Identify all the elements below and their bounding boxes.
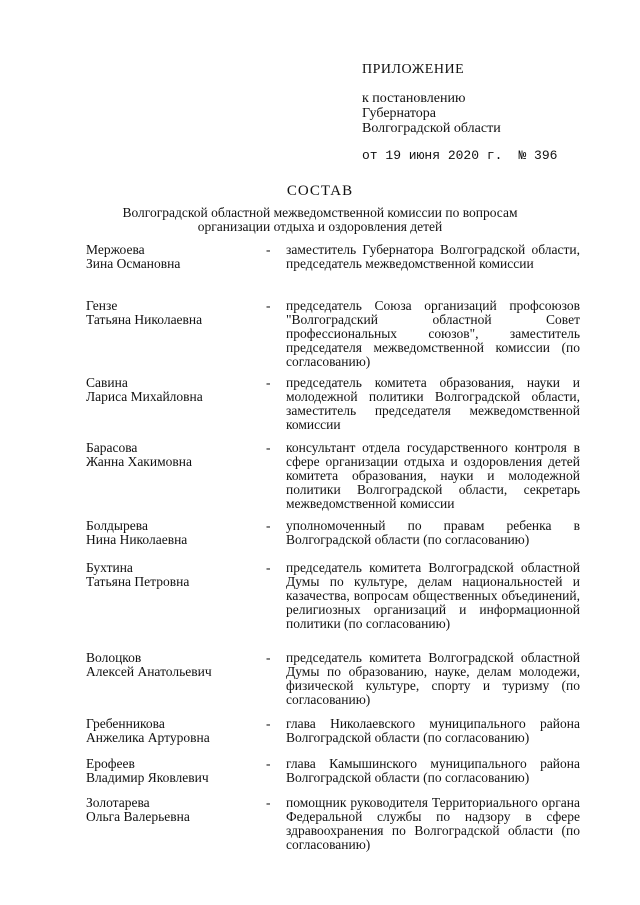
member-name xyxy=(86,243,256,271)
member-name xyxy=(86,376,256,404)
document-title: СОСТАВ xyxy=(286,183,354,199)
member-role: глава Камышинского муниципального района Волгоградской области (по согласованию) xyxy=(286,756,580,785)
member-role: помощник руководителя Территориального органа Федеральной службы по надзору в сфере здравоохранения по Волгоградской области (по согласованию) xyxy=(286,795,580,852)
document-subtitle: Волгоградской областной межведомственной комиссии по вопросам организации отдыха и оздоровления детей xyxy=(122,205,518,234)
member-surname: Савина xyxy=(86,375,128,390)
member-surname: Бухтина xyxy=(86,560,133,575)
member-dash: - xyxy=(266,756,271,771)
member-surname: Гребенникова xyxy=(86,716,165,731)
member-name xyxy=(86,561,256,589)
member-given-name: Владимир Яковлевич xyxy=(86,770,209,785)
ref-line: Волгоградской области xyxy=(362,121,501,136)
member-given-name: Татьяна Николаевна xyxy=(86,312,203,327)
member-given-name: Лариса Михайловна xyxy=(86,389,203,404)
member-role: консультант отдела государственного контроля в сфере организации отдыха и оздоровления детей комитета образования, науки и молодежной политики Волгоградской области, секретарь межведомственной комиссии xyxy=(286,440,580,511)
member-dash: - xyxy=(266,795,271,810)
member-role: уполномоченный по правам ребенка в Волгоградской области (по согласованию) xyxy=(286,518,580,547)
member-dash: - xyxy=(266,716,271,731)
member-role: председатель Союза организаций профсоюзов "Волгоградский областной Совет профессиональных союзов", заместитель председателя межведомственной комиссии (по согласованию) xyxy=(286,298,580,369)
decree-number: № 396 xyxy=(518,148,558,163)
member-dash: - xyxy=(266,650,271,665)
member-name xyxy=(86,796,256,824)
member-name xyxy=(86,717,256,745)
ref-line: Губернатора xyxy=(362,106,437,121)
member-given-name: Алексей Анатольевич xyxy=(86,664,212,679)
member-given-name: Анжелика Артуровна xyxy=(86,730,210,745)
member-surname: Барасова xyxy=(86,440,138,455)
member-dash: - xyxy=(266,560,271,575)
decree-date: от 19 июня 2020 г. xyxy=(362,148,503,163)
member-name xyxy=(86,299,256,327)
member-dash: - xyxy=(266,242,271,257)
date-line xyxy=(362,148,557,163)
member-role: председатель комитета Волгоградской областной Думы по культуре, делам национальностей и казачества, вопросам общественных объединений, религиозных организаций и информационной политики (по согласованию) xyxy=(286,560,580,631)
member-surname: Ерофеев xyxy=(86,756,135,771)
member-name xyxy=(86,519,256,547)
appendix-label: ПРИЛОЖЕНИЕ xyxy=(362,62,465,77)
member-role: заместитель Губернатора Волгоградской области, председатель межведомственной комиссии xyxy=(286,242,580,271)
member-surname: Волоцков xyxy=(86,650,142,665)
member-name xyxy=(86,757,256,785)
member-name xyxy=(86,651,256,679)
member-dash: - xyxy=(266,518,271,533)
member-role: председатель комитета Волгоградской областной Думы по образованию, науке, делам молодежи, физической культуре, спорту и туризму (по согласованию) xyxy=(286,650,580,707)
member-dash: - xyxy=(266,440,271,455)
member-given-name: Татьяна Петровна xyxy=(86,574,190,589)
member-surname: Мержоева xyxy=(86,242,145,257)
member-dash: - xyxy=(266,298,271,313)
member-surname: Болдырева xyxy=(86,518,148,533)
member-given-name: Зина Османовна xyxy=(86,256,181,271)
member-given-name: Жанна Хакимовна xyxy=(86,454,192,469)
appendix-header xyxy=(362,62,557,163)
ref-line: к постановлению xyxy=(362,91,466,106)
member-surname: Гензе xyxy=(86,298,118,313)
member-given-name: Нина Николаевна xyxy=(86,532,188,547)
member-surname: Золотарева xyxy=(86,795,150,810)
member-role: председатель комитета образования, науки и молодежной политики Волгоградской области, заместитель председателя межведомственной комиссии xyxy=(286,375,580,432)
member-name xyxy=(86,441,256,469)
member-given-name: Ольга Валерьевна xyxy=(86,809,190,824)
member-dash: - xyxy=(266,375,271,390)
member-role: глава Николаевского муниципального района Волгоградской области (по согласованию) xyxy=(286,716,580,745)
